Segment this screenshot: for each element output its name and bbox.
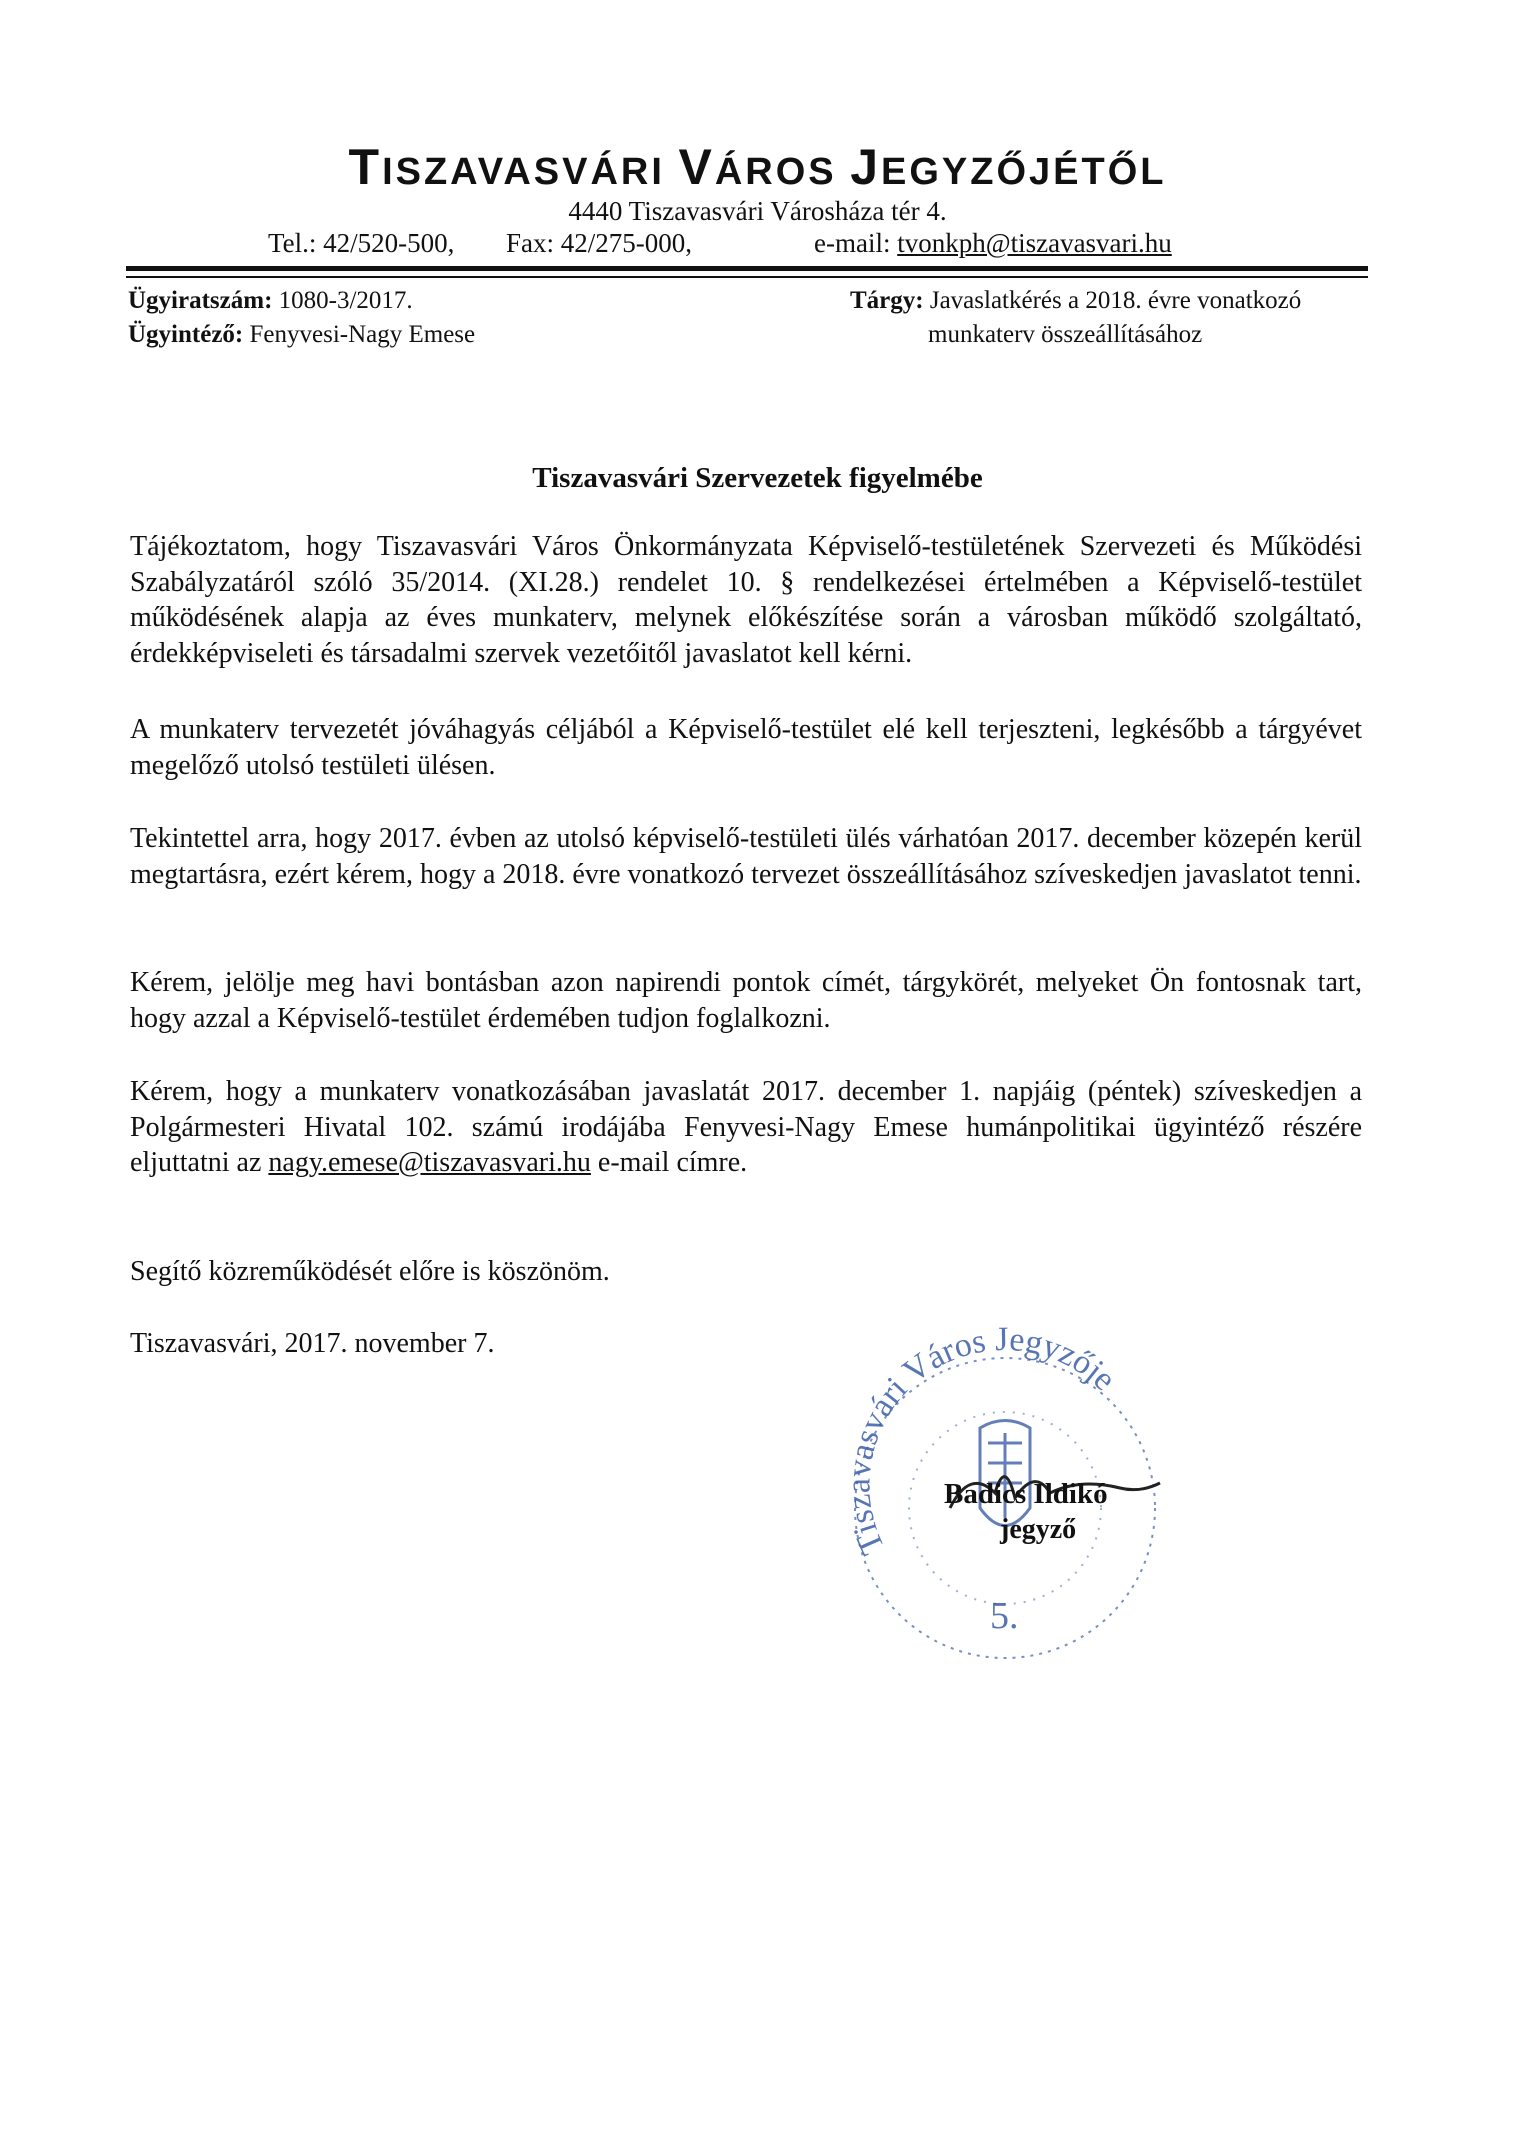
signatory-name: Badics Ildikó — [944, 1478, 1108, 1510]
letter-heading: Tiszavasvári Szervezetek figyelmébe — [532, 462, 983, 494]
file-number: 1080-3/2017. — [272, 287, 413, 314]
paragraph-text: e-mail címre. — [590, 1147, 748, 1178]
stamp-text-path: Tiszavasvári Város Jegyzője — [840, 1320, 1123, 1560]
subject-text-continued: munkaterv összeállításához — [928, 321, 1203, 348]
signatory-role: jegyző — [1000, 1514, 1077, 1545]
email-link[interactable]: nagy.emese@tiszavasvari.hu — [268, 1147, 591, 1178]
body-paragraph: Tájékoztatom, hogy Tiszavasvári Város Önkormányzata Képviselő-testületének Szervezeti és Működési Szabályzatáról szóló 35/2014. (XI.28.) rendelet 10. § rendelkezései értelmében a Képviselő-testület működésének alapja az éves munkaterv, melynek előkészítése során a városban működő szolgáltató, érdekképviseleti és társadalmi szervek vezetőitől javaslatot kell kérni. — [130, 531, 1362, 669]
file-number-line — [128, 284, 475, 318]
place-date: Tiszavasvári, 2017. november 7. — [130, 1328, 495, 1359]
handler-name: Fenyvesi-Nagy Emese — [243, 321, 476, 348]
letterhead-initial: J — [850, 139, 881, 195]
paragraph-text: Kérem, hogy a munkaterv vonatkozásában javaslatát 2017. december 1. napjáig (péntek) szíveskedjen a Polgármesteri Hivatal 102. számú irodájába Fenyvesi-Nagy Emese humánpolitikai ügyintéző részére eljuttatni az — [130, 1076, 1362, 1178]
subject-line — [850, 284, 1301, 318]
subject-block — [850, 284, 1301, 352]
handler-label: Ügyintéző: — [128, 321, 244, 348]
closing-line: Segítő közreműködését előre is köszönöm. — [130, 1256, 610, 1287]
email-link[interactable]: tvonkph@tiszavasvari.hu — [897, 228, 1172, 258]
letterhead-initial: T — [348, 139, 383, 195]
body-paragraph — [130, 1074, 1362, 1181]
letterhead-word: ÁROS — [714, 151, 851, 193]
stamp-text — [840, 1321, 1122, 1560]
letterhead-phone: Tel.: 42/520-500, — [268, 228, 455, 258]
subject-label: Tárgy: — [850, 287, 924, 314]
body-paragraph: Tekintettel arra, hogy 2017. évben az utolsó képviselő-testületi ülés várhatóan 2017. december közepén kerül megtartásra, ezért kérem, hogy a 2018. évre vonatkozó tervezet összeállításához szíveskedjen javaslatot tenni. — [130, 823, 1362, 890]
letterhead-fax: Fax: 42/275-000, — [506, 228, 692, 258]
letterhead-rule-thick — [126, 266, 1368, 271]
handler-line — [128, 318, 475, 352]
email-label: e-mail: — [814, 228, 898, 258]
stamp-number: 5. — [990, 1595, 1019, 1637]
letterhead-title — [0, 138, 1515, 196]
body-paragraph: A munkaterv tervezetét jóváhagyás céljából a Képviselő-testület elé kell terjeszteni, legkésőbb a tárgyévet megelőző utolsó testületi ülésen. — [130, 714, 1362, 781]
letterhead-rule-thin — [126, 276, 1368, 278]
reference-block — [128, 284, 475, 352]
letterhead-word: EGYZŐJÉTŐL — [881, 151, 1167, 193]
subject-text: Javaslatkérés a 2018. évre vonatkozó — [923, 287, 1302, 314]
body-paragraph: Kérem, jelölje meg havi bontásban azon napirendi pontok címét, tárgykörét, melyeket Ön fontosnak tart, hogy azzal a Képviselő-testület érdemében tudjon foglalkozni. — [130, 967, 1362, 1034]
letterhead-initial: V — [678, 139, 715, 195]
letterhead-email — [814, 228, 1172, 259]
letterhead-word: ISZAVASVÁRI — [382, 151, 679, 193]
file-number-label: Ügyiratszám: — [128, 287, 273, 314]
letterhead-address: 4440 Tiszavasvári Városháza tér 4. — [568, 196, 947, 226]
